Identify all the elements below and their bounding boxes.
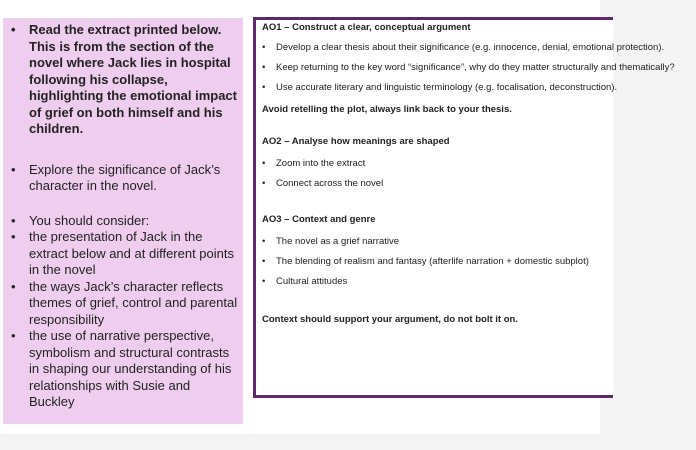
bullet-icon: • xyxy=(262,236,266,247)
bullet-icon: • xyxy=(262,42,266,53)
ao1-item: • Keep returning to the key word “significance”, why do they matter structurally and thematically? xyxy=(262,62,675,73)
bullet-icon: • xyxy=(262,62,266,73)
bullet-icon: • xyxy=(262,82,266,93)
ao1-item: • Use accurate literary and linguistic terminology (e.g. focalisation, deconstruction). xyxy=(262,82,618,93)
ao1-item: • Develop a clear thesis about their significance (e.g. innocence, denial, emotional protection). xyxy=(262,42,665,53)
ao1-heading: AO1 – Construct a clear, conceptual argument xyxy=(262,22,471,33)
consider-item: • the use of narrative perspective, symbolism and structural contrasts in shaping our understanding of his relationships with Susie and Buckley xyxy=(11,328,232,409)
ao3-item: • The novel as a grief narrative xyxy=(262,236,400,247)
task-statement: • Explore the significance of Jack’s character in the novel. xyxy=(11,161,221,193)
ao3-item: • The blending of realism and fantasy (afterlife narration + domestic subplot) xyxy=(262,256,589,267)
ao3-heading: AO3 – Context and genre xyxy=(262,214,376,225)
bullet-icon: • xyxy=(11,278,16,294)
consider-label: • You should consider: xyxy=(11,212,150,228)
ao3-item: • Cultural attitudes xyxy=(262,276,348,287)
bullet-icon: • xyxy=(262,256,266,267)
ao3-note: Context should support your argument, do not bolt it on. xyxy=(262,314,518,325)
intro-instruction: • Read the extract printed below. This is from the section of the novel where Jack lies in hospital following his collapse, highlighting the emotional impact of grief on both himself and his children. xyxy=(11,22,237,136)
ao2-heading: AO2 – Analyse how meanings are shaped xyxy=(262,136,450,147)
bullet-icon: • xyxy=(262,158,266,169)
bullet-icon: • xyxy=(11,161,16,177)
task-panel xyxy=(3,18,243,424)
bullet-icon: • xyxy=(11,212,16,228)
bullet-icon: • xyxy=(262,276,266,287)
bullet-icon: • xyxy=(11,328,16,343)
ao2-item: • Zoom into the extract xyxy=(262,158,366,169)
consider-item: • the presentation of Jack in the extract below and at different points in the novel xyxy=(11,229,234,277)
ao1-note: Avoid retelling the plot, always link back to your thesis. xyxy=(262,104,512,115)
bullet-icon: • xyxy=(11,22,16,37)
bullet-icon: • xyxy=(262,178,266,189)
bullet-icon: • xyxy=(11,229,16,244)
assessment-objectives-box xyxy=(253,17,675,398)
consider-item: • the ways Jack’s character reflects themes of grief, control and parental responsibility xyxy=(11,278,238,327)
ao2-item: • Connect across the novel xyxy=(262,178,384,189)
